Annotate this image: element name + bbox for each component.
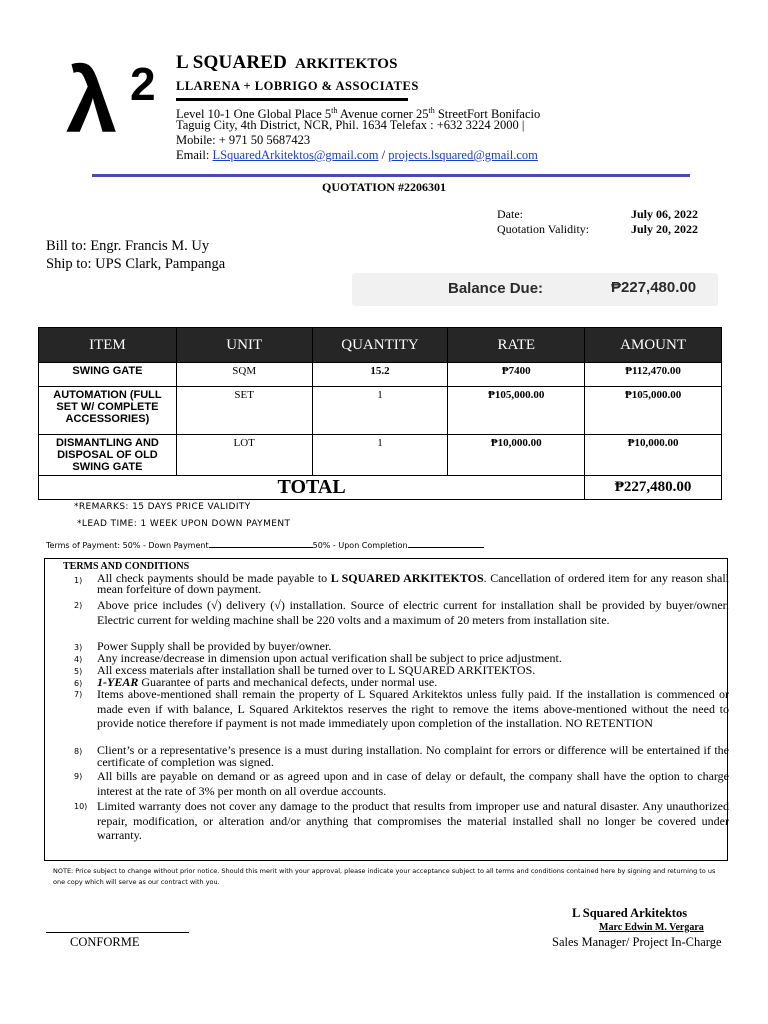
balance-due-box — [352, 273, 718, 306]
logo-superscript: 2 — [130, 58, 156, 110]
term-text-part: . Cancellation of ordered item for any reason shall mean forfeiture of down payment. — [97, 571, 729, 596]
payment-blank-2 — [408, 547, 484, 548]
table-row — [39, 363, 722, 387]
cell-item: AUTOMATION (FULL SET W/ COMPLETE ACCESSORIES) — [39, 387, 177, 435]
term-number: 6) — [74, 679, 83, 688]
cell-amount: ₱10,000.00 — [585, 435, 722, 476]
table-row — [39, 435, 722, 476]
bill-to: Bill to: Engr. Francis M. Uy — [46, 238, 210, 254]
cell-rate: ₱105,000.00 — [448, 387, 585, 435]
address-part: Avenue corner 25 — [337, 107, 429, 122]
cell-unit: LOT — [176, 435, 312, 476]
term-text-part: All check payments should be made payable to — [97, 571, 331, 585]
table-row — [39, 387, 722, 435]
cell-amount: ₱112,470.00 — [585, 363, 722, 387]
date-block — [497, 207, 698, 237]
term-text: Client’s or a representative’s presence is a must during installation. No complaint for errors or difference will be entertained if the certificate of completion was signed. — [97, 743, 729, 769]
company-name — [176, 52, 398, 74]
payment-terms-down: Terms of Payment: 50% - Down Payment — [46, 541, 209, 550]
cell-item: DISMANTLING AND DISPOSAL OF OLD SWING GATE — [39, 435, 177, 476]
payment-blank-1 — [209, 547, 313, 548]
term-number: 7) — [74, 690, 83, 699]
remark-validity: *REMARKS: 15 DAYS PRICE VALIDITY — [74, 502, 251, 512]
payment-terms-completion: 50% - Upon Completion — [312, 541, 408, 550]
term-number: 4) — [74, 655, 83, 664]
term-number: 10) — [74, 802, 88, 811]
date-label: Date: — [497, 207, 523, 221]
cell-unit: SET — [176, 387, 312, 435]
cell-quantity: 1 — [312, 387, 448, 435]
term-text: Limited warranty does not cover any damage to the product that results from improper use and natural disaster. Any unauthorized repair, modification, or alteration and/or anything that compromises the material installed shall no longer be covered under warranty. — [97, 799, 729, 842]
address-line-3: Mobile: + 971 50 5687423 — [176, 133, 311, 147]
total-row — [39, 476, 722, 500]
total-value: ₱227,480.00 — [585, 476, 722, 500]
conforme-signature-line — [46, 932, 189, 933]
email-label: Email: — [176, 148, 213, 162]
term-text: Above price includes (√) delivery (√) installation. Source of electric current for installation shall be provided by buyer/owner. Electric current for welding machine shall be 220 volts and a maximum of 20 meters from installation site. — [97, 598, 729, 627]
payment-terms — [46, 541, 484, 550]
term-text: Items above-mentioned shall remain the property of L Squared Arkitektos unless fully paid. If the installation is commenced or made even if with balance, L Squared Arkitektos reserves the right to remove the items above-mentioned without the need to provide notice therefore if payment is not made immediately upon completion of the installation. NO RETENTION — [97, 687, 729, 730]
signature-name: Marc Edwin M. Vergara — [599, 922, 704, 933]
note-text: NOTE: Price subject to change without prior notice. Should this merit with your approval, please indicate your acceptance subject to all terms and conditions contained here by signing and returning to us one copy which will serve as our contract with you. — [53, 867, 716, 886]
header-underline — [176, 98, 408, 101]
term-number: 8) — [74, 747, 83, 756]
validity-value: July 20, 2022 — [631, 222, 699, 236]
company-logo — [66, 50, 166, 140]
balance-due-label: Balance Due: — [448, 280, 544, 297]
term-text-bold: L SQUARED ARKITEKTOS — [330, 571, 484, 585]
term-number: 3) — [74, 643, 83, 652]
conforme-label: CONFORME — [70, 935, 140, 949]
quotation-title: QUOTATION #2206301 — [322, 180, 446, 194]
bill-ship-block — [46, 237, 225, 273]
cell-amount: ₱105,000.00 — [585, 387, 722, 435]
term-number: 5) — [74, 667, 83, 676]
term-number: 2) — [74, 601, 83, 610]
col-header-item: ITEM — [39, 328, 177, 363]
items-table — [38, 327, 722, 500]
col-header-amount: AMOUNT — [585, 328, 722, 363]
term-number: 1) — [74, 576, 83, 585]
cell-unit: SQM — [176, 363, 312, 387]
term-text-bold: 1-YEAR — [97, 675, 139, 689]
email-link-2[interactable]: projects.lsquared@gmail.com — [388, 148, 538, 162]
term-text: All bills are payable on demand or as agreed upon and in case of delay or default, the company shall have the option to charge interest at the rate of 3% per month on all overdue accounts. — [97, 769, 729, 798]
address-line-2: Taguig City, 4th District, NCR, Phil. 1634 Telefax : +632 3224 2000 | — [176, 118, 525, 132]
company-name-main: L SQUARED — [176, 52, 288, 73]
term-text: All excess materials after installation shall be turned over to L SQUARED ARKITEKTOS. — [97, 663, 536, 677]
signature-company: L Squared Arkitektos — [572, 906, 688, 920]
email-line — [176, 148, 538, 163]
term-text — [97, 573, 729, 595]
terms-title: TERMS AND CONDITIONS — [63, 561, 190, 572]
company-partners: LLARENA + LOBRIGO & ASSOCIATES — [176, 79, 419, 93]
term-number: 9) — [74, 772, 83, 781]
term-text: Power Supply shall be provided by buyer/owner. — [97, 639, 332, 653]
address-part: StreetFort Bonifacio — [434, 107, 541, 122]
header-divider — [92, 174, 690, 177]
address-part: Level 10-1 One Global Place 5 — [176, 107, 332, 122]
email-separator: / — [378, 148, 389, 162]
address-sup: th — [428, 106, 435, 115]
company-name-suffix: ARKITEKTOS — [295, 56, 398, 72]
logo-lambda: λ — [66, 50, 118, 140]
total-label: TOTAL — [39, 476, 585, 500]
balance-due-value: ₱227,480.00 — [611, 279, 697, 296]
remark-lead-time: *LEAD TIME: 1 WEEK UPON DOWN PAYMENT — [77, 519, 291, 529]
table-header-row — [39, 328, 722, 363]
col-header-unit: UNIT — [176, 328, 312, 363]
col-header-rate: RATE — [448, 328, 585, 363]
cell-rate: ₱7400 — [448, 363, 585, 387]
term-text: Any increase/decrease in dimension upon actual verification shall be subject to price adjustment. — [97, 651, 562, 665]
cell-rate: ₱10,000.00 — [448, 435, 585, 476]
email-link-1[interactable]: LSquaredArkitektos@gmail.com — [212, 148, 379, 162]
ship-to: Ship to: UPS Clark, Pampanga — [46, 256, 226, 272]
cell-item: SWING GATE — [39, 363, 177, 387]
validity-label: Quotation Validity: — [497, 222, 590, 236]
terms-box — [44, 558, 728, 861]
cell-quantity: 15.2 — [312, 363, 448, 387]
term-text-part: Guarantee of parts and mechanical defects, under normal use. — [138, 675, 438, 689]
col-header-quantity: QUANTITY — [312, 328, 448, 363]
date-value: July 06, 2022 — [631, 207, 699, 221]
cell-quantity: 1 — [312, 435, 448, 476]
signature-role: Sales Manager/ Project In-Charge — [552, 935, 722, 949]
address-sup: th — [331, 106, 338, 115]
